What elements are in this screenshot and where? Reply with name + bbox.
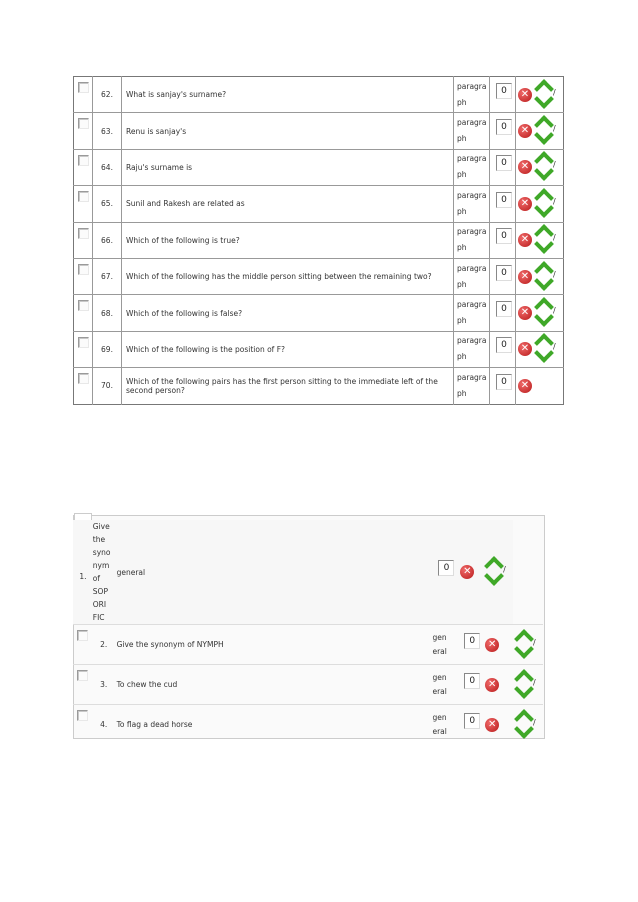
question-text: What is sanjay's surname? [122, 77, 454, 113]
score-field[interactable]: 0 [496, 265, 512, 281]
question-type: general [115, 520, 146, 625]
question-text: Which of the following is the position of F? [122, 331, 454, 367]
score-field[interactable]: 0 [464, 713, 480, 729]
question-text: Renu is sanjay's [122, 113, 454, 149]
question-number: 64. [93, 149, 122, 185]
delete-x-icon[interactable]: ✕ [485, 678, 499, 692]
question-text-stacked [93, 520, 115, 625]
score-field[interactable]: 0 [496, 192, 512, 208]
reorder-arrows [533, 224, 561, 254]
select-checkbox[interactable] [78, 300, 89, 311]
question-text: Which of the following has the middle person sitting between the remaining two? [122, 258, 454, 294]
questions-table-paragraph [73, 76, 564, 405]
question-type: paragra ph [454, 149, 490, 185]
delete-x-icon[interactable]: ✕ [518, 197, 532, 211]
question-number: 66. [93, 222, 122, 258]
select-checkbox[interactable] [77, 670, 88, 681]
question-type: paragra ph [454, 113, 490, 149]
reorder-arrows [533, 115, 561, 145]
select-checkbox[interactable] [77, 710, 88, 721]
select-checkbox[interactable] [78, 228, 89, 239]
separator-slash: / [503, 565, 506, 574]
question-text-line: the [92, 535, 106, 544]
question-type: paragra ph [454, 331, 490, 367]
question-row [74, 368, 564, 404]
question-row [74, 222, 564, 258]
separator-slash: / [553, 124, 556, 134]
separator-slash: / [553, 269, 556, 279]
score-field[interactable]: 0 [496, 83, 512, 99]
question-row [74, 113, 564, 149]
question-number: 4. [93, 705, 115, 745]
separator-slash: / [553, 342, 556, 352]
delete-x-icon[interactable]: ✕ [485, 638, 499, 652]
score-field[interactable]: 0 [496, 337, 512, 353]
question-row [74, 77, 564, 113]
question-number: 65. [93, 186, 122, 222]
reorder-arrows [513, 709, 541, 739]
question-row [74, 149, 564, 185]
question-text: Which of the following pairs has the first person sitting to the immediate left of the second person? [122, 368, 454, 404]
question-text-line: FIC [92, 613, 105, 622]
delete-x-icon[interactable]: ✕ [518, 124, 532, 138]
delete-x-icon[interactable]: ✕ [518, 233, 532, 247]
score-field[interactable]: 0 [496, 374, 512, 390]
question-text: To flag a dead horse [115, 705, 433, 745]
delete-x-icon[interactable]: ✕ [518, 342, 532, 356]
question-number: 68. [93, 295, 122, 331]
question-type: gen eral [432, 665, 458, 705]
select-checkbox[interactable] [78, 264, 89, 275]
question-number: 70. [93, 368, 122, 404]
question-number: 62. [93, 77, 122, 113]
delete-x-icon[interactable]: ✕ [518, 270, 532, 284]
reorder-arrows [533, 333, 561, 363]
reorder-arrows [533, 151, 561, 181]
question-row [74, 295, 564, 331]
delete-x-icon[interactable]: ✕ [518, 306, 532, 320]
select-checkbox[interactable] [78, 118, 89, 129]
select-checkbox[interactable] [78, 155, 89, 166]
select-checkbox[interactable] [77, 630, 88, 641]
question-number: 1. [73, 520, 93, 625]
score-field[interactable]: 0 [496, 155, 512, 171]
score-field[interactable]: 0 [496, 301, 512, 317]
select-checkbox[interactable] [78, 337, 89, 348]
delete-x-icon[interactable]: ✕ [485, 718, 499, 732]
question-number: 67. [93, 258, 122, 294]
question-type: paragra ph [454, 77, 490, 113]
question-row [73, 520, 543, 625]
question-row [73, 665, 543, 705]
reorder-arrows [533, 79, 561, 109]
delete-x-icon[interactable]: ✕ [518, 88, 532, 102]
question-row [74, 331, 564, 367]
question-text: Give the synonym of NYMPH [115, 625, 433, 665]
question-text-line: Give [92, 522, 110, 531]
select-checkbox[interactable] [78, 82, 89, 93]
question-type: paragra ph [454, 222, 490, 258]
question-type: gen eral [432, 625, 458, 665]
reorder-arrows [513, 629, 541, 659]
question-type: paragra ph [454, 368, 490, 404]
separator-slash: / [533, 717, 536, 727]
question-type: gen eral [432, 705, 458, 745]
question-number: 69. [93, 331, 122, 367]
question-text-line: nym [92, 561, 110, 570]
score-field[interactable]: 0 [464, 673, 480, 689]
question-text: Sunil and Rakesh are related as [122, 186, 454, 222]
separator-slash: / [553, 306, 556, 316]
reorder-arrows [533, 188, 561, 218]
delete-x-icon[interactable]: ✕ [518, 379, 532, 393]
question-type: paragra ph [454, 295, 490, 331]
select-checkbox[interactable] [78, 191, 89, 202]
question-text-line: ORI [92, 600, 107, 609]
question-text: To chew the cud [115, 665, 433, 705]
question-row [74, 186, 564, 222]
question-type: paragra ph [454, 186, 490, 222]
questions-table-general [73, 520, 543, 745]
question-number: 63. [93, 113, 122, 149]
question-row [73, 625, 543, 665]
score-field[interactable]: 0 [438, 560, 454, 576]
separator-slash: / [553, 233, 556, 243]
reorder-arrows [513, 669, 541, 699]
question-number: 3. [93, 665, 115, 705]
delete-x-icon[interactable]: ✕ [518, 160, 532, 174]
question-number: 2. [93, 625, 115, 665]
reorder-arrows [533, 261, 561, 291]
question-text-line: syno [92, 548, 111, 557]
delete-x-icon[interactable]: ✕ [460, 565, 474, 579]
select-checkbox[interactable] [78, 373, 89, 384]
reorder-arrows [533, 297, 561, 327]
question-row [74, 258, 564, 294]
question-text-line: of [92, 574, 101, 583]
score-field[interactable]: 0 [496, 119, 512, 135]
question-text-line: SOP [92, 587, 108, 596]
score-field[interactable]: 0 [496, 228, 512, 244]
reorder-arrows [483, 556, 511, 586]
question-row [73, 705, 543, 745]
question-text: Which of the following is true? [122, 222, 454, 258]
question-type: paragra ph [454, 258, 490, 294]
question-text: Raju's surname is [122, 149, 454, 185]
separator-slash: / [553, 196, 556, 206]
score-field[interactable]: 0 [464, 633, 480, 649]
question-text: Which of the following is false? [122, 295, 454, 331]
separator-slash: / [553, 160, 556, 170]
separator-slash: / [553, 87, 556, 97]
separator-slash: / [533, 677, 536, 687]
separator-slash: / [533, 637, 536, 647]
